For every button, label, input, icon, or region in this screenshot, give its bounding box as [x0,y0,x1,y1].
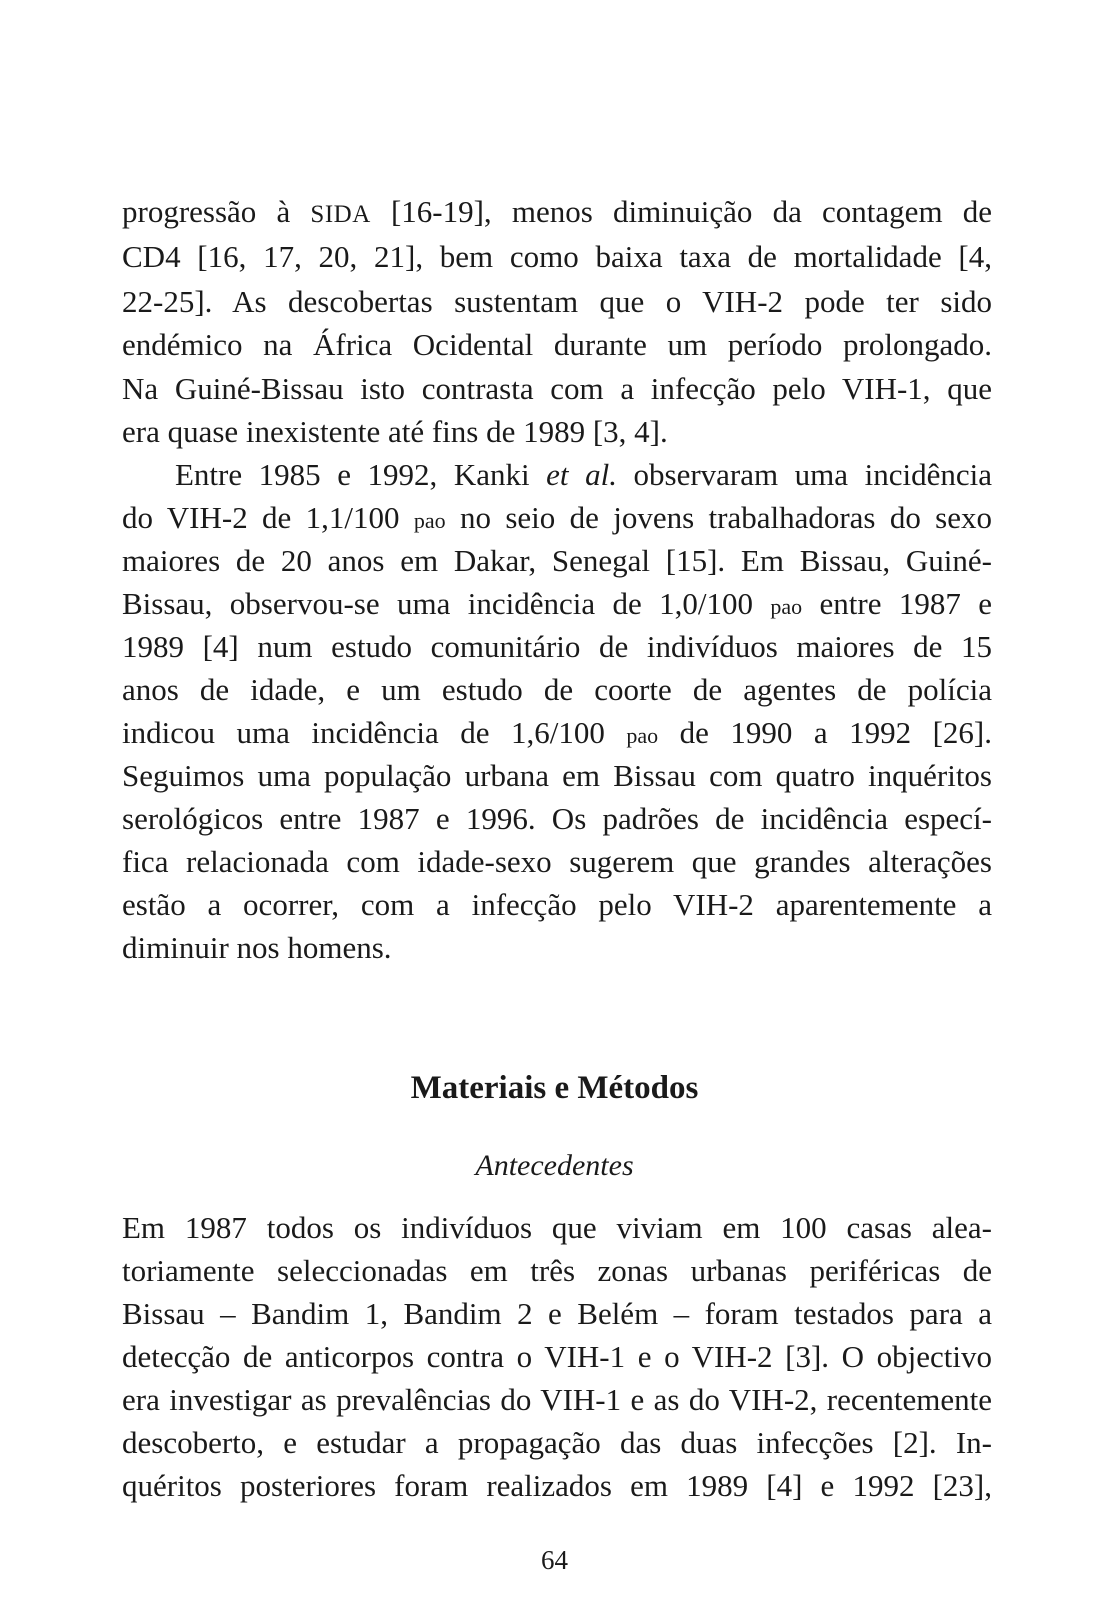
paragraph-2-line-10: fica relacionada com idade-sexo sugerem que grandes alterações [122,844,992,879]
paragraph-1-line-5: Na Guiné-Bissau isto contrasta com a infecção pelo VIH-1, que [122,371,992,406]
paragraph-2-line-6: anos de idade, e um estudo de coorte de agentes de polícia [122,672,992,707]
paragraph-1-line-3: 22-25]. As descobertas sustentam que o VIH-2 pode ter sido [122,284,992,319]
paragraph-1-line-6: era quase inexistente até fins de 1989 [3, 4]. [122,414,668,449]
section-subtitle: Antecedentes [475,1149,634,1182]
paragraph-2-line-12: diminuir nos homens. [122,930,392,965]
paragraph-3-line-3: Bissau – Bandim 1, Bandim 2 e Belém – foram testados para a [122,1296,992,1331]
paragraph-1-line-4: endémico na África Ocidental durante um período prolongado. [122,327,992,362]
paragraph-2-line-1: Entre 1985 e 1992, Kanki et al. observaram uma incidência [175,457,992,492]
paragraph-2-line-3: maiores de 20 anos em Dakar, Senegal [15]. Em Bissau, Guiné- [122,543,992,578]
paragraph-2-line-11: estão a ocorrer, com a infecção pelo VIH-2 aparentemente a [122,887,992,922]
paragraph-3-line-6: descoberto, e estudar a propagação das duas infecções [2]. In- [122,1425,992,1460]
paragraph-1-line-1: progressão à SIDA [16-19], menos diminuição da contagem de [122,194,992,229]
paragraph-2-line-5: 1989 [4] num estudo comunitário de indivíduos maiores de 15 [122,629,992,664]
paragraph-2-line-7: indicou uma incidência de 1,6/100 pao de 1990 a 1992 [26]. [122,715,993,750]
paragraph-3-line-4: detecção de anticorpos contra o VIH-1 e o VIH-2 [3]. O objectivo [122,1339,992,1374]
paragraph-3-line-1: Em 1987 todos os indivíduos que viviam em 100 casas alea- [122,1210,992,1245]
paragraph-3-line-2: toriamente seleccionadas em três zonas urbanas periféricas de [122,1253,992,1288]
page-number: 64 [541,1545,568,1575]
section-title: Materiais e Métodos [410,1070,699,1106]
paragraph-3-line-7: quéritos posteriores foram realizados em 1989 [4] e 1992 [23], [122,1468,992,1503]
paragraph-2-line-4: Bissau, observou-se uma incidência de 1,0/100 pao entre 1987 e [122,586,992,621]
paragraph-1-line-2: CD4 [16, 17, 20, 21], bem como baixa taxa de mortalidade [4, [122,239,992,274]
paragraph-2-line-2: do VIH-2 de 1,1/100 pao no seio de jovens trabalhadoras do sexo [122,500,992,535]
paragraph-2-line-9: serológicos entre 1987 e 1996. Os padrões de incidência especí- [122,801,992,836]
paragraph-2-line-8: Seguimos uma população urbana em Bissau com quatro inquéritos [122,758,992,793]
paragraph-3-line-5: era investigar as prevalências do VIH-1 e as do VIH-2, recentemente [122,1382,992,1417]
